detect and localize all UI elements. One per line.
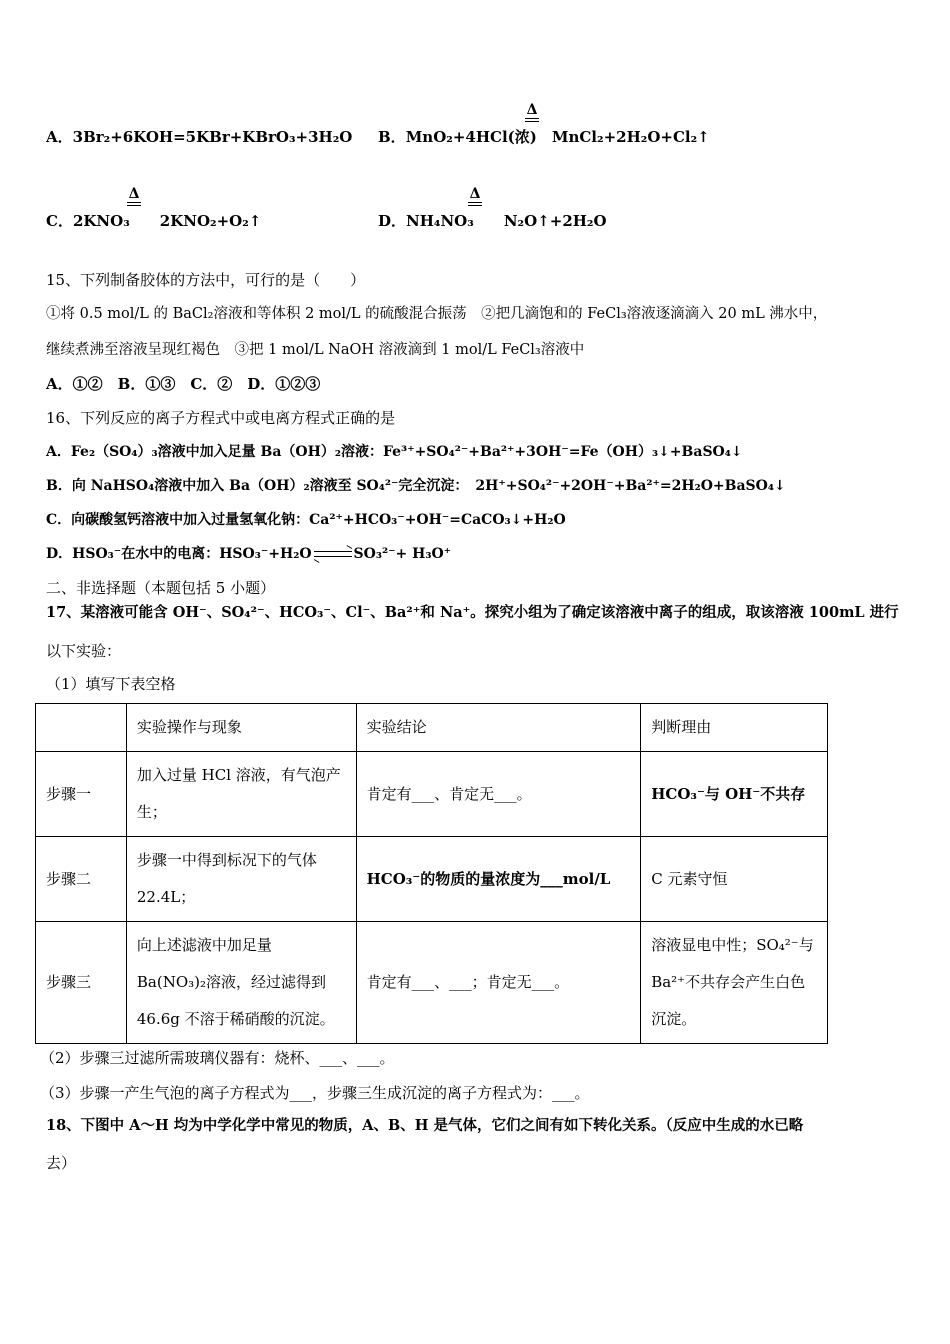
heat-condition-d: Δ <box>465 187 485 206</box>
table-cell-step: 步骤二 <box>36 837 127 922</box>
q15-line1: ①将 0.5 mol/L 的 BaCl₂溶液和等体积 2 mol/L 的硫酸混合振荡 ②把几滴饱和的 FeCl₃溶液逐滴滴入 20 mL 沸水中， <box>46 306 828 322</box>
table-header-cell: 实验操作与现象 <box>126 704 356 752</box>
table-cell-op: 加入过量 HCl 溶液，有气泡产生； <box>126 752 356 837</box>
table-header-cell <box>36 704 127 752</box>
table-header-cell: 实验结论 <box>356 704 641 752</box>
q18-line2: 去） <box>46 1154 77 1172</box>
table-cell-conc: HCO₃⁻的物质的量浓度为___mol/L <box>356 837 641 922</box>
table-row <box>36 922 828 1044</box>
option-14-d: D．NH₄NO₃ N₂O↑+2H₂O <box>378 212 607 230</box>
q16-option-b: B．向 NaHSO₄溶液中加入 Ba（OH）₂溶液至 SO₄²⁻完全沉淀： 2H⁺+SO₄²⁻+2OH⁻+Ba²⁺=2H₂O+BaSO₄↓ <box>46 478 786 494</box>
heat-condition-c: Δ <box>124 187 144 206</box>
option-14-a: A．3Br₂+6KOH=5KBr+KBrO₃+3H₂O <box>46 128 353 146</box>
table-cell-step: 步骤三 <box>36 922 127 1044</box>
table-cell-reason: C 元素守恒 <box>641 837 828 922</box>
table-cell-reason: 溶液显电中性；SO₄²⁻与 Ba²⁺不共存会产生白色沉淀。 <box>641 922 828 1044</box>
q16-option-a: A．Fe₂（SO₄）₃溶液中加入足量 Ba（OH）₂溶液：Fe³⁺+SO₄²⁻+Ba²⁺+3OH⁻=Fe（OH）₃↓+BaSO₄↓ <box>46 444 743 460</box>
option-14-c: C．2KNO₃ 2KNO₂+O₂↑ <box>46 212 262 230</box>
table-row <box>36 837 828 922</box>
table-cell-reason: HCO₃⁻与 OH⁻不共存 <box>641 752 828 837</box>
q15-options: A．①② B．①③ C．② D．①②③ <box>46 375 321 393</box>
table-cell-conc: 肯定有___、___；肯定无___。 <box>356 922 641 1044</box>
q17-sub2: （2）步骤三过滤所需玻璃仪器有：烧杯、___、___。 <box>40 1049 395 1067</box>
q17-stem-line2: 以下实验： <box>46 642 122 660</box>
q18-line1: 18、下图中 A～H 均为中学化学中常见的物质，A、B、H 是气体，它们之间有如下转化关系。（反应中生成的水已略 <box>46 1117 804 1134</box>
experiment-table <box>35 703 828 1044</box>
table-cell-op: 向上述滤液中加足量 Ba(NO₃)₂溶液，经过滤得到 46.6g 不溶于稀硝酸的沉淀。 <box>126 922 356 1044</box>
table-cell-step: 步骤一 <box>36 752 127 837</box>
table-cell-conc: 肯定有___、肯定无___。 <box>356 752 641 837</box>
option-14-b: B．MnO₂+4HCl(浓) MnCl₂+2H₂O+Cl₂↑ <box>378 128 710 146</box>
table-cell-op: 步骤一中得到标况下的气体 22.4L； <box>126 837 356 922</box>
q17-sub1: （1）填写下表空格 <box>46 675 176 693</box>
table-header-cell: 判断理由 <box>641 704 828 752</box>
section-2-title: 二、非选择题（本题包括 5 小题） <box>46 579 276 597</box>
q15-stem: 15、下列制备胶体的方法中，可行的是（ ） <box>46 271 366 289</box>
q16-option-c: C．向碳酸氢钙溶液中加入过量氢氧化钠：Ca²⁺+HCO₃⁻+OH⁻=CaCO₃↓+H₂O <box>46 512 566 528</box>
q16-stem: 16、下列反应的离子方程式中或电离方程式正确的是 <box>46 409 396 427</box>
table-row <box>36 752 828 837</box>
q17-stem-line1: 17、某溶液可能含 OH⁻、SO₄²⁻、HCO₃⁻、Cl⁻、Ba²⁺和 Na⁺。探究小组为了确定该溶液中离子的组成，取该溶液 100mL 进行 <box>46 604 899 621</box>
heat-condition-b: Δ <box>522 103 542 122</box>
equilibrium-arrow-icon <box>314 550 352 558</box>
q16-option-d: D．HSO₃⁻在水中的电离：HSO₃⁻+H₂O SO₃²⁻+ H₃O⁺ <box>46 546 452 562</box>
q17-sub3: （3）步骤一产生气泡的离子方程式为___，步骤三生成沉淀的离子方程式为：___。 <box>40 1084 590 1102</box>
q15-line2: 继续煮沸至溶液呈现红褐色 ③把 1 mol/L NaOH 溶液滴到 1 mol/L FeCl₃溶液中 <box>46 342 585 358</box>
table-header-row <box>36 704 828 752</box>
